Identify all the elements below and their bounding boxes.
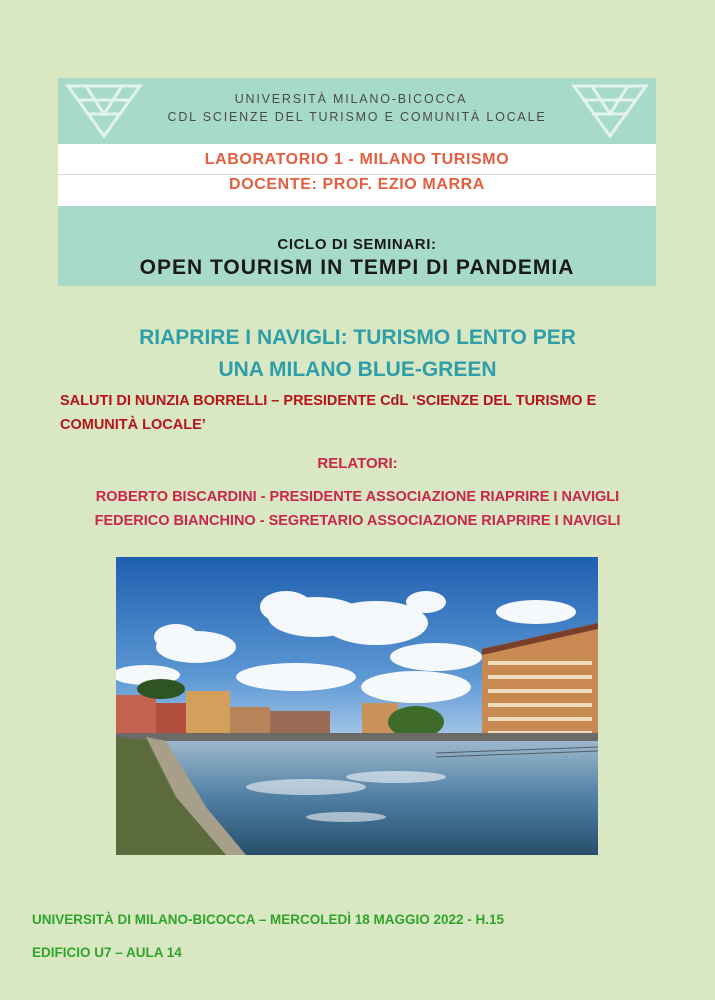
teacher-name: DOCENTE: PROF. EZIO MARRA bbox=[229, 176, 485, 193]
event-room: EDIFICIO U7 – AULA 14 bbox=[32, 945, 182, 960]
seminar-cycle-label: CICLO DI SEMINARI: bbox=[277, 236, 437, 253]
header-banner bbox=[58, 78, 656, 286]
lab-title: LABORATORIO 1 - MILANO TURISMO bbox=[204, 151, 510, 168]
event-title-line-2: UNA MILANO BLUE-GREEN bbox=[218, 358, 497, 381]
event-date-location: UNIVERSITÀ DI MILANO-BICOCCA – MERCOLEDÌ 18 MAGGIO 2022 - H.15 bbox=[32, 912, 505, 927]
speaker-2: FEDERICO BIANCHINO - SEGRETARIO ASSOCIAZIONE RIAPRIRE I NAVIGLI bbox=[94, 513, 621, 529]
event-title-line-1: RIAPRIRE I NAVIGLI: TURISMO LENTO PER bbox=[139, 326, 576, 349]
speaker-1: ROBERTO BISCARDINI - PRESIDENTE ASSOCIAZIONE RIAPRIRE I NAVIGLI bbox=[95, 489, 620, 505]
course-name: CDL SCIENZE DEL TURISMO E COMUNITÀ LOCALE bbox=[167, 110, 547, 124]
seminar-series-title: OPEN TOURISM IN TEMPI DI PANDEMIA bbox=[139, 256, 575, 279]
band-divider bbox=[58, 174, 656, 175]
navigli-canal-photo bbox=[116, 557, 598, 855]
greetings-text: SALUTI DI NUNZIA BORRELLI – PRESIDENTE CdL ‘SCIENZE DEL TURISMO E COMUNITÀ LOCALE’ bbox=[60, 393, 597, 433]
university-name: UNIVERSITÀ MILANO-BICOCCA bbox=[234, 92, 468, 106]
speakers-heading: RELATORI: bbox=[317, 455, 398, 472]
